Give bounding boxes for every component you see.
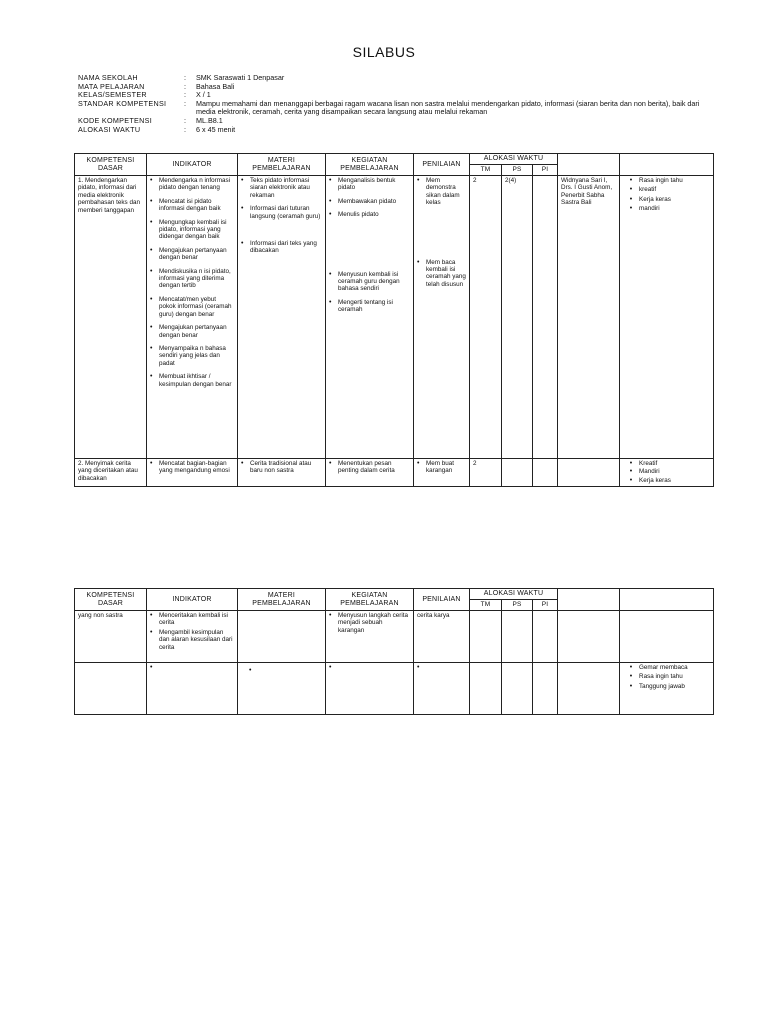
- kegiatan-cell: [326, 611, 414, 663]
- pi-cell: [533, 459, 558, 487]
- list-item: • Rasa ingin tahu: [629, 673, 683, 681]
- list-item: • Kerja keras: [629, 476, 671, 484]
- header-materi: MATERI PEMBELAJARAN: [238, 154, 326, 176]
- info-value: Bahasa Bali: [196, 81, 235, 91]
- header-sumber: [558, 589, 620, 611]
- list-item: • Mendiskusika n isi pidato, informasi yang diterima dengan tertib: [150, 267, 231, 290]
- info-label: MATA PELAJARAN: [78, 81, 145, 91]
- sumber-cell: [558, 611, 620, 663]
- info-colon: :: [184, 98, 186, 108]
- list-item: • Mem demonstra sikan dalam kelas: [417, 177, 460, 207]
- header-pi: PI: [533, 165, 558, 176]
- materi-cell: [238, 663, 326, 715]
- kegiatan-cell: [326, 176, 414, 459]
- list-item: • Mengungkap kembali isi pidato, informasi yang didengar dengan baik: [150, 218, 227, 241]
- ps-cell: 2(4): [502, 176, 533, 459]
- header-kegiatan: KEGIATAN PEMBELAJARAN: [326, 589, 414, 611]
- info-value: SMK Saraswati 1 Denpasar: [196, 73, 285, 82]
- info-colon: :: [184, 115, 186, 125]
- kd-cell: [75, 663, 147, 715]
- info-value: X / 1: [196, 90, 211, 100]
- header-kd: KOMPETENSI DASAR: [75, 589, 147, 611]
- list-item: • Mandiri: [629, 468, 660, 476]
- info-label: NAMA SEKOLAH: [78, 73, 138, 82]
- penilaian-cell: [414, 663, 470, 715]
- header-materi: MATERI PEMBELAJARAN: [238, 589, 326, 611]
- header-tm: TM: [470, 600, 502, 611]
- list-item: • Mem buat karangan: [417, 460, 454, 475]
- list-item: • Mengajukan pertanyaan dengan benar: [150, 324, 227, 339]
- list-item: • Menyampaika n bahasa sendiri yang jelas dan padat: [150, 344, 226, 367]
- indikator-cell: [147, 459, 238, 487]
- info-label: KODE KOMPETENSI: [78, 115, 152, 125]
- syllabus-table-2: [74, 588, 714, 715]
- header-alokasi: ALOKASI WAKTU: [470, 589, 558, 600]
- list-item: • Informasi dari teks yang dibacakan: [241, 240, 317, 255]
- header-ps: PS: [502, 165, 533, 176]
- tm-cell: 2: [470, 459, 502, 487]
- info-row: [78, 83, 714, 92]
- karakter-cell: [620, 176, 714, 459]
- info-value: Mampu memahami dan menanggapi berbagai ragam wacana lisan non sastra melalui mendengarkan pidato, informasi (siaran berita dan non berita), baik dari media elektronik, ceramah, cerita yang disampaikan secara langsung atau melalui rekaman: [196, 98, 700, 117]
- list-item: • Rasa ingin tahu: [629, 177, 683, 184]
- list-item: •: [150, 664, 153, 671]
- karakter-cell: [620, 663, 714, 715]
- sumber-cell: Widnyana Sari I, Drs. I Gusti Anom, Penerbit Sabha Sastra Bali: [558, 176, 620, 459]
- info-value: 6 x 45 menit: [196, 124, 236, 134]
- kegiatan-cell: [326, 663, 414, 715]
- list-item: •: [249, 667, 252, 674]
- header-ps: PS: [502, 600, 533, 611]
- list-item: • Mencatat bagian-bagian yang mengandung emosi: [150, 460, 230, 475]
- list-item: • Membawakan pidato: [329, 197, 397, 205]
- table-row: [75, 611, 714, 663]
- ps-cell: [502, 663, 533, 715]
- kd-cell: 2. Menyimak cerita yang diceritakan atau dibacakan: [75, 459, 147, 487]
- header-indikator: INDIKATOR: [147, 589, 238, 611]
- materi-cell: [238, 459, 326, 487]
- header-row: [75, 154, 714, 165]
- list-item: • Membuat ikhtisar / kesimpulan dengan benar: [150, 373, 232, 388]
- list-item: • Mengajukan pertanyaan dengan benar: [150, 246, 227, 262]
- list-item: • Mencatat isi pidato informasi dengan baik: [150, 197, 221, 213]
- list-item: • Teks pidato informasi siaran elektronik atau rekaman: [241, 177, 310, 199]
- list-item: • Menyusun langkah cerita menjadi sebuah karangan: [329, 612, 409, 634]
- ps-cell: [502, 459, 533, 487]
- tm-cell: 2: [470, 176, 502, 459]
- list-item: • Kerja keras: [629, 195, 671, 203]
- table-row: [75, 176, 714, 459]
- kegiatan-cell: [326, 459, 414, 487]
- penilaian-cell: [414, 459, 470, 487]
- list-item: • mandiri: [629, 205, 660, 213]
- header-tm: TM: [470, 165, 502, 176]
- header-pi: PI: [533, 600, 558, 611]
- list-item: • Menentukan pesan penting dalam cerita: [329, 460, 395, 475]
- list-item: • Mengambil kesimpulan dan alaran kesusilaan dari cerita: [150, 628, 233, 651]
- header-row: [75, 589, 714, 600]
- list-item: • kreatif: [629, 186, 657, 194]
- info-row: [78, 74, 714, 83]
- info-colon: :: [184, 124, 186, 134]
- table-row: [75, 663, 714, 715]
- header-karakter: [620, 589, 714, 611]
- list-item: • Menyusun kembali isi ceramah guru dengan bahasa sendiri: [329, 270, 400, 293]
- info-label: STANDAR KOMPETENSI: [78, 98, 167, 108]
- pi-cell: [533, 611, 558, 663]
- header-kegiatan: KEGIATAN PEMBELAJARAN: [326, 154, 414, 176]
- header-indikator: INDIKATOR: [147, 154, 238, 176]
- list-item: •: [417, 664, 420, 671]
- materi-cell: [238, 611, 326, 663]
- list-item: • Mencatat/men yebut pokok informasi (ceramah guru) dengan benar: [150, 295, 232, 318]
- document-info: [78, 74, 714, 134]
- materi-cell: [238, 176, 326, 459]
- kd-cell: yang non sastra: [75, 611, 147, 663]
- header-alokasi: ALOKASI WAKTU: [470, 154, 558, 165]
- list-item: • Cerita tradisional atau baru non sastra: [241, 460, 312, 475]
- info-label: KELAS/SEMESTER: [78, 90, 147, 100]
- indikator-cell: [147, 611, 238, 663]
- header-karakter: [620, 154, 714, 176]
- list-item: • Menulis pidato: [329, 211, 379, 219]
- info-row: [78, 100, 714, 117]
- tm-cell: [470, 663, 502, 715]
- list-item: • Menganalisis bentuk pidato: [329, 177, 396, 192]
- penilaian-cell: [414, 176, 470, 459]
- table-row: [75, 459, 714, 487]
- indikator-cell: [147, 663, 238, 715]
- info-colon: :: [184, 90, 186, 100]
- list-item: • Gemar membaca: [629, 664, 688, 671]
- list-item: • Mengerti tentang isi ceramah: [329, 298, 393, 314]
- header-penilaian: PENILAIAN: [414, 589, 470, 611]
- sumber-cell: [558, 459, 620, 487]
- info-label: ALOKASI WAKTU: [78, 124, 141, 134]
- page-title: SILABUS: [352, 44, 416, 60]
- info-row: [78, 126, 714, 135]
- info-colon: :: [184, 81, 186, 91]
- list-item: • Tanggung jawab: [629, 682, 685, 690]
- header-penilaian: PENILAIAN: [414, 154, 470, 176]
- tm-cell: [470, 611, 502, 663]
- list-item: • Informasi dari tuturan langsung (ceramah guru): [241, 205, 321, 220]
- list-item: • Kreatif: [629, 460, 658, 467]
- header-sumber: [558, 154, 620, 176]
- indikator-cell: [147, 176, 238, 459]
- ps-cell: [502, 611, 533, 663]
- karakter-cell: [620, 459, 714, 487]
- karakter-cell: [620, 611, 714, 663]
- penilaian-cell: cerita karya: [414, 611, 470, 663]
- list-item: • Menceritakan kembali isi cerita: [150, 612, 228, 627]
- syllabus-table-1: [74, 153, 714, 487]
- kd-cell: 1. Mendengarkan pidato, informasi dari media elektronik pembahasan teks dan memberi tanggapan: [75, 176, 147, 459]
- sumber-cell: [558, 663, 620, 715]
- pi-cell: [533, 176, 558, 459]
- list-item: • Mem baca kembali isi ceramah yang telah disusun: [417, 258, 466, 288]
- info-colon: :: [184, 73, 186, 82]
- list-item: • Mendengarka n informasi pidato dengan tenang: [150, 177, 231, 192]
- list-item: •: [329, 664, 332, 671]
- pi-cell: [533, 663, 558, 715]
- info-row: [78, 117, 714, 126]
- info-value: ML.B8.1: [196, 115, 223, 125]
- header-kd: KOMPETENSI DASAR: [75, 154, 147, 176]
